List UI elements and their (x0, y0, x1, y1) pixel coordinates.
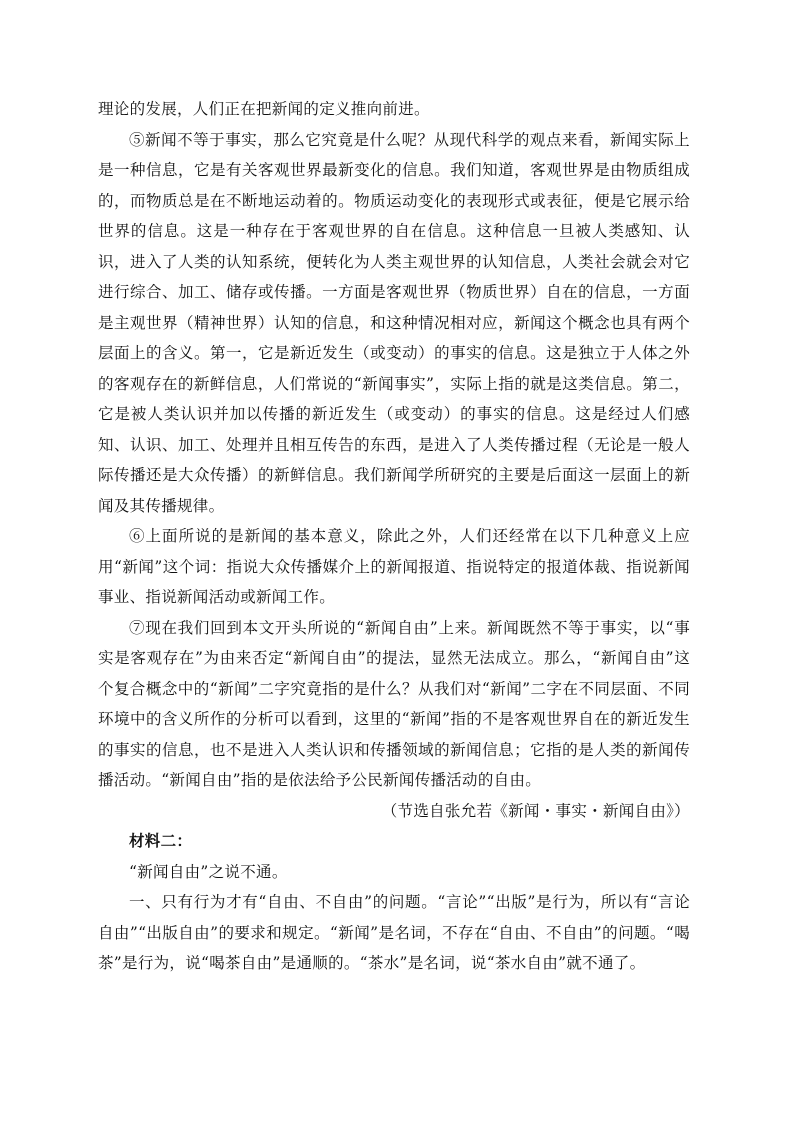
paragraph-5: ⑤新闻不等于事实，那么它究竟是什么呢？从现代科学的观点来看，新闻实际上是一种信息，它是有关客观世界最新变化的信息。我们知道，客观世界是由物质组成的，而物质总是在不断地运动着的。物质运动变化的表现形式或表征，便是它展示给世界的信息。这是一种存在于客观世界的自在信息。这种信息一旦被人类感知、认识，进入了人类的认知系统，便转化为人类主观世界的认知信息，人类社会就会对它进行综合、加工、储存或传播。一方面是客观世界（物质世界）自在的信息，一方面是主观世界（精神世界）认知的信息，和这种情况相对应，新闻这个概念也具有两个层面上的含义。第一，它是新近发生（或变动）的事实的信息。这是独立于人体之外的客观存在的新鲜信息，人们常说的“新闻事实”，实际上指的就是这类信息。第二，它是被人类认识并加以传播的新近发生（或变动）的事实的信息。这是经过人们感知、认识、加工、处理并且相互传告的东西，是进入了人类传播过程（无论是一般人际传播还是大众传播）的新鲜信息。我们新闻学所研究的主要是后面这一层面上的新闻及其传播规律。 (98, 130, 690, 515)
paragraph-7: ⑦现在我们回到本文开头所说的“新闻自由”上来。新闻既然不等于事实，以“事实是客观存在”为由来否定“新闻自由”的提法，显然无法成立。那么，“新闻自由”这个复合概念中的“新闻”二字究竟指的是什么？从我们对“新闻”二字在不同层面、不同环境中的含义所作的分析可以看到，这里的“新闻”指的不是客观世界自在的新近发生的事实的信息，也不是进入人类认识和传播领域的新闻信息；它指的是人类的新闻传播活动。“新闻自由”指的是依法给予公民新闻传播活动的自由。 (98, 618, 690, 789)
paragraph-6: ⑥上面所说的是新闻的基本意义，除此之外，人们还经常在以下几种意义上应用“新闻”这个词：指说大众传播媒介上的新闻报道、指说特定的报道体裁、指说新闻事业、指说新闻活动或新闻工作。 (98, 527, 690, 606)
material-2-thesis: “新闻自由”之说不通。 (129, 862, 288, 881)
source-citation: （节选自张允若《新闻・事实・新闻自由》） (381, 801, 690, 820)
paragraph-continuation: 理论的发展，人们正在把新闻的定义推向前进。 (98, 100, 430, 118)
material-2-point-1: 一、只有行为才有“自由、不自由”的问题。“言论”“出版”是行为，所以有“言论自由”“出版自由”的要求和规定。“新闻”是名词，不存在“自由、不自由”的问题。“喝茶”是行为，说“喝茶自由”是通顺的。“茶水”是名词，说“茶水自由”就不通了。 (98, 893, 690, 972)
material-2-heading: 材料二： (129, 831, 193, 850)
document-page (98, 94, 690, 979)
